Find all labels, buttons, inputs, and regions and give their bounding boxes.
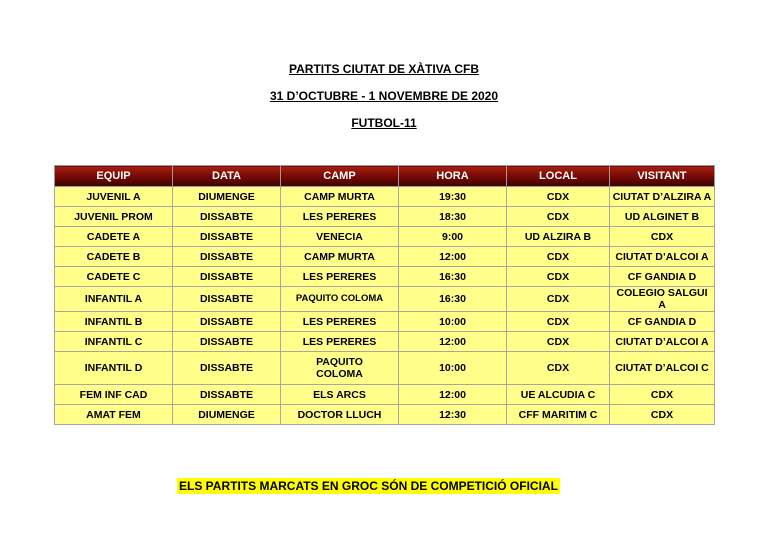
cell-hora: 12:30: [399, 405, 507, 425]
document-date: 31 D’OCTUBRE - 1 NOVEMBRE DE 2020: [269, 89, 499, 103]
cell-camp: CAMP MURTA: [281, 247, 399, 267]
header-camp: CAMP: [281, 166, 399, 187]
cell-visitant: CF GANDIA D: [610, 312, 715, 332]
cell-hora: 12:00: [399, 332, 507, 352]
header-data: DATA: [173, 166, 281, 187]
header-local: LOCAL: [507, 166, 610, 187]
cell-hora: 19:30: [399, 187, 507, 207]
cell-equip: JUVENIL A: [55, 187, 173, 207]
cell-local: CDX: [507, 352, 610, 385]
table-row: [55, 247, 715, 267]
table-row: [55, 332, 715, 352]
cell-visitant: CIUTAT D’ALZIRA A: [610, 187, 715, 207]
cell-local: CDX: [507, 287, 610, 312]
cell-camp: LES PERERES: [281, 267, 399, 287]
cell-hora: 12:00: [399, 385, 507, 405]
cell-hora: 12:00: [399, 247, 507, 267]
cell-camp: LES PERERES: [281, 332, 399, 352]
cell-data: DISSABTE: [173, 312, 281, 332]
table-row: [55, 207, 715, 227]
cell-camp: PAQUITO COLOMA: [281, 287, 399, 312]
table-row: [55, 287, 715, 312]
header-hora: HORA: [399, 166, 507, 187]
table-row: [55, 187, 715, 207]
cell-local: UE ALCUDIA C: [507, 385, 610, 405]
cell-hora: 16:30: [399, 267, 507, 287]
cell-data: DIUMENGE: [173, 405, 281, 425]
cell-local: CDX: [507, 267, 610, 287]
cell-hora: 10:00: [399, 352, 507, 385]
cell-local: CDX: [507, 247, 610, 267]
table-row: [55, 267, 715, 287]
document-title: PARTITS CIUTAT DE XÀTIVA CFB: [289, 62, 479, 76]
cell-data: DISSABTE: [173, 267, 281, 287]
cell-visitant: CDX: [610, 385, 715, 405]
cell-equip: FEM INF CAD: [55, 385, 173, 405]
cell-camp: DOCTOR LLUCH: [281, 405, 399, 425]
cell-camp: ELS ARCS: [281, 385, 399, 405]
cell-equip: INFANTIL B: [55, 312, 173, 332]
table-row: [55, 312, 715, 332]
table-row: [55, 405, 715, 425]
cell-equip: JUVENIL PROM: [55, 207, 173, 227]
cell-visitant: COLEGIO SALGUI A: [610, 287, 715, 312]
cell-data: DISSABTE: [173, 287, 281, 312]
cell-camp: LES PERERES: [281, 312, 399, 332]
cell-local: CDX: [507, 187, 610, 207]
cell-data: DISSABTE: [173, 207, 281, 227]
cell-local: CDX: [507, 207, 610, 227]
cell-local: UD ALZIRA B: [507, 227, 610, 247]
cell-camp: PAQUITO COLOMA: [281, 352, 399, 385]
cell-visitant: CF GANDIA D: [610, 267, 715, 287]
cell-equip: CADETE B: [55, 247, 173, 267]
cell-equip: INFANTIL D: [55, 352, 173, 385]
cell-data: DISSABTE: [173, 352, 281, 385]
cell-hora: 9:00: [399, 227, 507, 247]
table-row: [55, 352, 715, 385]
cell-local: CFF MARITIM C: [507, 405, 610, 425]
cell-data: DISSABTE: [173, 227, 281, 247]
cell-equip: CADETE A: [55, 227, 173, 247]
official-competition-note: ELS PARTITS MARCATS EN GROC SÓN DE COMPETICIÓ OFICIAL: [179, 479, 558, 493]
document-category: FUTBOL-11: [351, 116, 417, 130]
cell-visitant: CIUTAT D’ALCOI A: [610, 247, 715, 267]
cell-data: DIUMENGE: [173, 187, 281, 207]
cell-data: DISSABTE: [173, 247, 281, 267]
cell-camp: LES PERERES: [281, 207, 399, 227]
table-row: [55, 385, 715, 405]
cell-visitant: CDX: [610, 227, 715, 247]
cell-local: CDX: [507, 332, 610, 352]
cell-data: DISSABTE: [173, 332, 281, 352]
cell-hora: 18:30: [399, 207, 507, 227]
cell-camp: CAMP MURTA: [281, 187, 399, 207]
header-equip: EQUIP: [55, 166, 173, 187]
cell-data: DISSABTE: [173, 385, 281, 405]
table-row: [55, 227, 715, 247]
cell-local: CDX: [507, 312, 610, 332]
header-visitant: VISITANT: [610, 166, 715, 187]
table-header-row: [55, 166, 715, 187]
cell-visitant: CDX: [610, 405, 715, 425]
cell-equip: CADETE C: [55, 267, 173, 287]
cell-visitant: CIUTAT D’ALCOI C: [610, 352, 715, 385]
cell-equip: INFANTIL A: [55, 287, 173, 312]
cell-hora: 10:00: [399, 312, 507, 332]
cell-equip: INFANTIL C: [55, 332, 173, 352]
cell-visitant: CIUTAT D’ALCOI A: [610, 332, 715, 352]
cell-visitant: UD ALGINET B: [610, 207, 715, 227]
cell-hora: 16:30: [399, 287, 507, 312]
cell-equip: AMAT FEM: [55, 405, 173, 425]
cell-camp: VENECIA: [281, 227, 399, 247]
fixtures-table: [54, 165, 715, 425]
